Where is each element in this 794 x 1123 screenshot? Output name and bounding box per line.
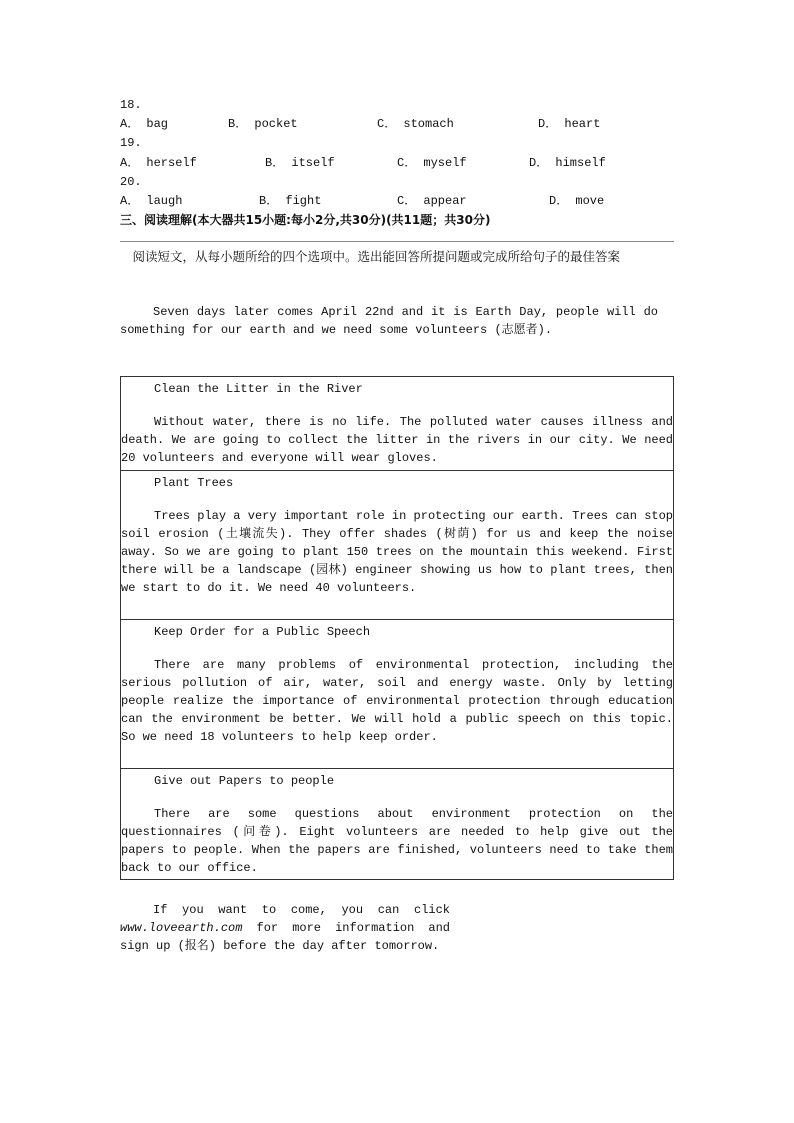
option-d: D． heart [538, 117, 601, 131]
option-a: A． bag [120, 117, 169, 131]
activity-body: Without water, there is no life. The polluted water causes illness and death. We are going to collect the litter in the rivers in our city. We need 20 volunteers and everyone will wear gloves. [121, 415, 673, 465]
activity-row [121, 471, 673, 620]
section-title: 三、阅读理解(本大器共15小题:每小2分,共30分)(共11题；共30分) [120, 213, 491, 227]
activity-title: Plant Trees [154, 476, 234, 490]
website-link[interactable]: www.loveearth.com [120, 921, 243, 935]
activities-table [120, 376, 674, 880]
option-b: B． pocket [228, 117, 298, 131]
activity-row [121, 377, 673, 471]
option-b: B． fight [259, 194, 322, 208]
activity-title: Clean the Litter in the River [154, 382, 363, 396]
activity-row [121, 769, 673, 879]
activity-title: Keep Order for a Public Speech [154, 625, 371, 639]
question-number: 20. [120, 175, 142, 189]
closing-paragraph: If you want to come, you can click www.loveearth.com for more information and sign up (报名) before the day after tomorrow. [120, 903, 451, 953]
activity-title: Give out Papers to people [154, 774, 335, 788]
activity-body: There are some questions about environment protection on the questionnaires (问卷). Eight volunteers are needed to help give out the papers to people. When the papers are finished, volunteers need to take them back to our office. [121, 807, 673, 875]
option-c: C． myself [397, 156, 467, 170]
question-number: 19. [120, 136, 142, 150]
activity-body: There are many problems of environmental protection, including the serious pollution of air, water, soil and energy waste. Only by letting people realize the importance of environmental protection through education can the environment be better. We will hold a public speech on this topic. So we need 18 volunteers to help keep order. [121, 658, 673, 744]
option-c: C． appear [397, 194, 467, 208]
option-d: D． himself [529, 156, 606, 170]
question-number: 18. [120, 98, 142, 112]
option-b: B． itself [265, 156, 335, 170]
intro-paragraph: Seven days later comes April 22nd and it is Earth Day, people will do something for our earth and we need some volunteers (志愿者). [120, 305, 658, 337]
divider [120, 241, 674, 242]
option-d: D． move [549, 194, 605, 208]
option-a: A． herself [120, 156, 197, 170]
option-a: A． laugh [120, 194, 183, 208]
option-c: C． stomach [377, 117, 454, 131]
activity-row [121, 620, 673, 769]
activity-body: Trees play a very important role in protecting our earth. Trees can stop soil erosion (土壤流失). They offer shades (树荫) for us and keep the noise away. So we are going to plant 150 trees on the mountain this weekend. First there will be a landscape (园林) engineer showing us how to plant trees, then we start to do it. We need 40 volunteers. [121, 509, 673, 595]
section-instruction: 阅读短文，从每小题所给的四个选项中。选出能回答所提问题或完成所给句子的最佳答案 [132, 249, 621, 264]
